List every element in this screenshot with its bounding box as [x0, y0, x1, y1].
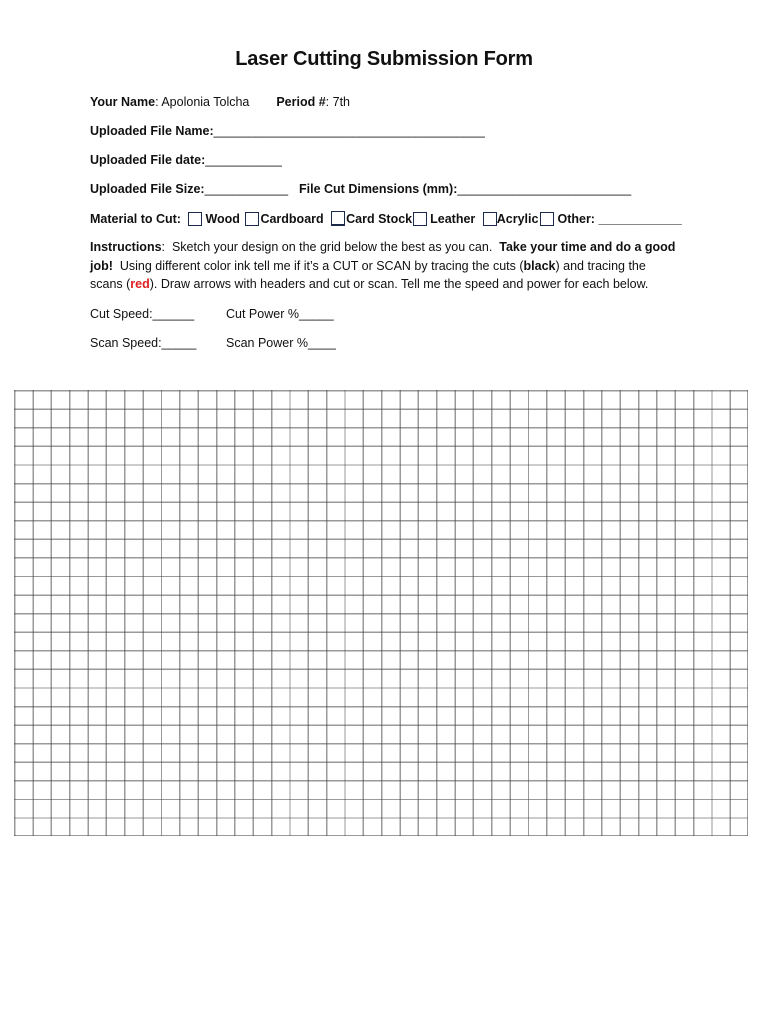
material-other-label: Other:	[557, 212, 595, 226]
scan-row	[90, 336, 336, 350]
uploaded-file-name-field[interactable]: _______________________________________	[213, 124, 485, 138]
wood-checkbox[interactable]	[188, 212, 202, 226]
cardboard-checkbox[interactable]	[245, 212, 259, 226]
instructions-paragraph: Instructions: Sketch your design on the grid below the best as you can. Take your time and do a good job! Using different color ink tell me if it’s a CUT or SCAN by tracing the cuts (black) and tracing the scans (red). Draw arrows with headers and cut or scan. Tell me the speed and power for each below.	[90, 240, 676, 291]
material-row	[90, 211, 682, 226]
file-cut-dimensions-field[interactable]: _________________________	[457, 182, 632, 196]
uploaded-file-date-field[interactable]: ___________	[205, 153, 282, 167]
red-word: red	[130, 277, 150, 291]
instructions-text-3: ) and tracing the scans (	[90, 258, 646, 291]
material-cardboard-label: Cardboard	[260, 212, 324, 226]
black-word: black	[523, 258, 556, 273]
instructions-text-1: Sketch your design on the grid below the best as you can.	[171, 240, 493, 254]
uploaded-file-date-label: Uploaded File date:	[90, 153, 206, 167]
page-title: Laser Cutting Submission Form	[235, 48, 533, 70]
name-value[interactable]: Apolonia Tolcha	[161, 95, 250, 109]
acrylic-checkbox[interactable]	[483, 212, 497, 226]
material-leather-label: Leather	[430, 212, 476, 226]
period-label: Period #	[276, 95, 326, 109]
uploaded-file-size-row	[90, 182, 631, 196]
uploaded-file-date-row	[90, 153, 282, 167]
uploaded-file-size-label: Uploaded File Size:	[90, 182, 205, 196]
other-checkbox[interactable]	[540, 212, 554, 226]
scan-power-field[interactable]: Scan Power %____	[226, 336, 336, 350]
material-wood-label: Wood	[205, 212, 240, 226]
uploaded-file-name-row	[90, 124, 485, 138]
file-cut-dimensions-label: File Cut Dimensions (mm):	[299, 182, 458, 196]
material-card-stock-label: Card Stock	[346, 212, 413, 226]
instructions-text-4: ). Draw arrows with headers and cut or scan. Tell me the speed and power for each below.	[149, 277, 649, 291]
scan-speed-field[interactable]: Scan Speed:_____	[90, 336, 197, 350]
name-period-row: Your Name: Apolonia Tolcha Period #: 7th	[90, 95, 351, 109]
uploaded-file-name-label: Uploaded File Name:	[90, 124, 214, 138]
uploaded-file-size-field[interactable]: ____________	[204, 182, 289, 196]
instructions-emphasis: Take your time and do a good job!	[90, 240, 676, 273]
card-stock-checkbox[interactable]	[331, 211, 345, 226]
sketch-grid-bottom-edge	[14, 835, 748, 836]
material-label: Material to Cut:	[90, 212, 181, 226]
sketch-grid[interactable]	[14, 390, 748, 836]
instructions-label: Instructions	[90, 240, 162, 254]
cut-row	[90, 307, 334, 321]
instructions-text-2: Using different color ink tell me if it’s a CUT or SCAN by tracing the cuts (	[119, 258, 524, 273]
material-other-field[interactable]: ____________	[598, 212, 682, 226]
cut-speed-field[interactable]: Cut Speed:______	[90, 307, 195, 321]
leather-checkbox[interactable]	[413, 212, 427, 226]
cut-power-field[interactable]: Cut Power %_____	[226, 307, 334, 321]
sketch-grid-right-edge	[747, 390, 748, 836]
name-label: Your Name	[90, 95, 156, 109]
material-acrylic-label: Acrylic	[496, 212, 539, 226]
period-value[interactable]: 7th	[332, 95, 351, 109]
